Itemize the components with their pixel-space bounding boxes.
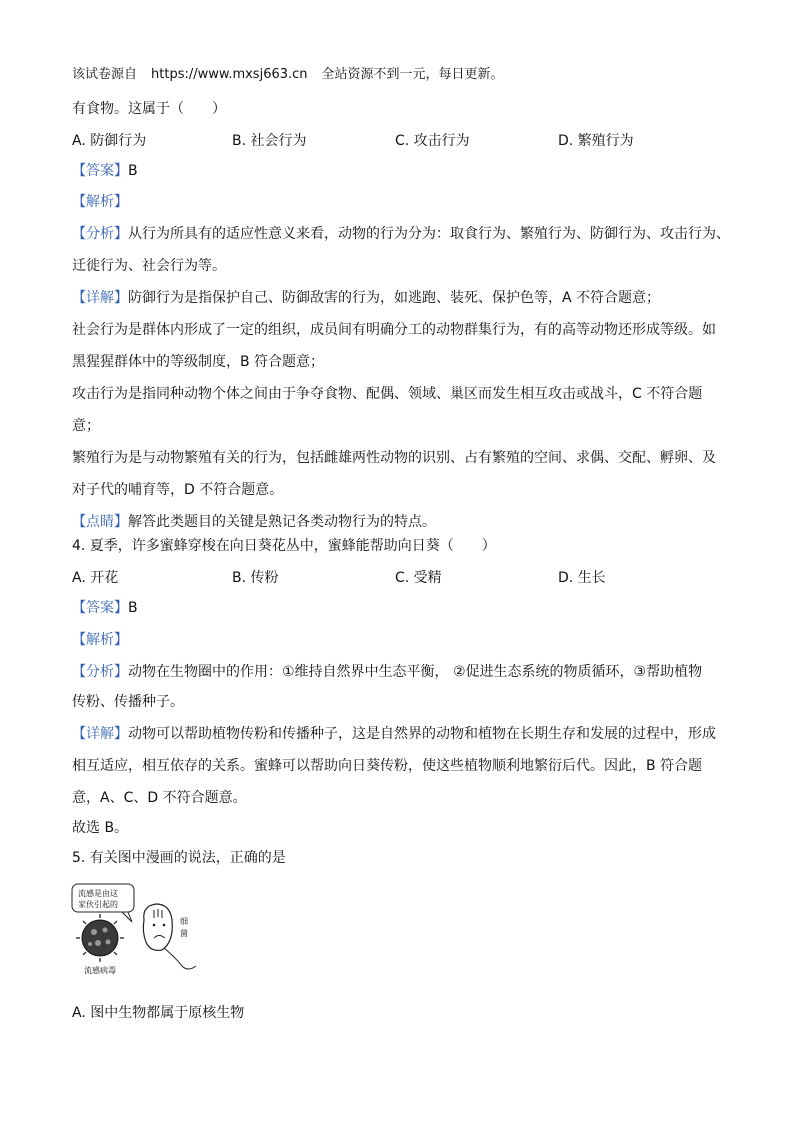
dianjing-tag: 【点睛】 <box>72 514 128 530</box>
q4-options <box>72 569 692 587</box>
fenxi-tag: 【分析】 <box>72 226 128 242</box>
header-suffix: 全站资源不到一元，每日更新。 <box>321 67 504 82</box>
q3-line-4: 攻击行为是指同种动物个体之间由于争夺食物、配偶、领域、巢区而发生相互攻击或战斗，C 不符合题 <box>72 386 703 402</box>
answer-value: B <box>128 163 138 179</box>
q3-line-6: 繁殖行为是与动物繁殖有关的行为，包括雌雄两性动物的识别、占有繁殖的空间、求偶、交配、孵卵、及 <box>72 450 716 466</box>
q4-answer <box>72 599 138 617</box>
virus-label: 流感病毒 <box>84 966 116 975</box>
q4-line-2: 相互适应，相互依存的关系。蜜蜂可以帮助向日葵传粉，使这些植物顺利地繁衍后代。因此，B 符合题 <box>72 758 703 774</box>
q3-xiangjie-1: 【详解】防御行为是指保护自己、防御敌害的行为，如逃跑、装死、保护色等，A 不符合题意； <box>72 290 661 306</box>
q3-continuation: 有食物。这属于（ ） <box>72 101 226 117</box>
bacteria-label-1: 细 <box>180 917 188 926</box>
q3-options <box>72 132 692 150</box>
fenxi-tag: 【分析】 <box>72 664 128 680</box>
xiangjie-tag: 【详解】 <box>72 726 128 742</box>
q4-xiangjie-1: 【详解】动物可以帮助植物传粉和传播种子，这是自然界的动物和植物在长期生存和发展的过程中，形成 <box>72 726 716 742</box>
q3-option-a: A. 防御行为 <box>72 133 147 149</box>
q4-line-4: 故选 B。 <box>72 820 129 836</box>
header-url[interactable]: https://www.mxsj663.cn <box>151 67 308 82</box>
q4-option-b: B. 传粉 <box>232 570 279 586</box>
bubble-text-line-1: 流感是由这 <box>78 889 118 898</box>
q3-line-3: 黑猩猩群体中的等级制度，B 符合题意； <box>72 354 325 370</box>
q4-fenxi-2: 传粉、传播种子。 <box>72 694 184 710</box>
q3-fenxi-2: 迁徙行为、社会行为等。 <box>72 258 226 274</box>
q3-line-7: 对子代的哺育等，D 不符合题意。 <box>72 482 284 498</box>
q3-line-2: 社会行为是群体内形成了一定的组织，成员间有明确分工的动物群集行为，有的高等动物还形成等级。如 <box>72 322 716 338</box>
q5-question: 5. 有关图中漫画的说法，正确的是 <box>72 850 286 866</box>
answer-tag: 【答案】 <box>72 600 128 616</box>
q3-line-5: 意； <box>72 418 100 434</box>
q4-option-d: D. 生长 <box>558 570 606 586</box>
q4-option-a: A. 开花 <box>72 570 119 586</box>
q4-fenxi-1: 【分析】动物在生物圈中的作用：①维持自然界中生态平衡， ②促进生态系统的物质循环，③帮助植物 <box>72 664 703 680</box>
source-header <box>72 66 504 84</box>
q3-answer <box>72 162 138 180</box>
header-prefix: 该试卷源自 <box>72 67 138 82</box>
bacteria-label-2: 菌 <box>180 929 188 938</box>
q4-analysis-tag: 【解析】 <box>72 632 128 648</box>
q5-option-a: A. 图中生物都属于原核生物 <box>72 1005 245 1021</box>
bacterium-drawing <box>143 904 196 969</box>
q3-option-d: D. 繁殖行为 <box>558 133 634 149</box>
answer-tag: 【答案】 <box>72 163 128 179</box>
flu-cartoon-image <box>70 880 200 975</box>
q4-question: 4. 夏季，许多蜜蜂穿梭在向日葵花丛中，蜜蜂能帮助向日葵（ ） <box>72 538 496 554</box>
q4-option-c: C. 受精 <box>395 570 442 586</box>
q4-line-3: 意，A、C、D 不符合题意。 <box>72 790 247 806</box>
xiangjie-tag: 【详解】 <box>72 290 128 306</box>
q3-fenxi-1: 【分析】从行为所具有的适应性意义来看，动物的行为分为：取食行为、繁殖行为、防御行为、攻击行为、 <box>72 226 730 242</box>
flu-virus-drawing <box>76 914 124 962</box>
answer-value: B <box>128 600 138 616</box>
q3-analysis-tag: 【解析】 <box>72 194 128 210</box>
q3-dianjing: 【点睛】解答此类题目的关键是熟记各类动物行为的特点。 <box>72 514 436 530</box>
q3-option-b: B. 社会行为 <box>232 133 307 149</box>
q3-option-c: C. 攻击行为 <box>395 133 470 149</box>
speech-bubble-tail <box>122 912 132 922</box>
bubble-text-line-2: 家伙引起的 <box>78 900 118 909</box>
